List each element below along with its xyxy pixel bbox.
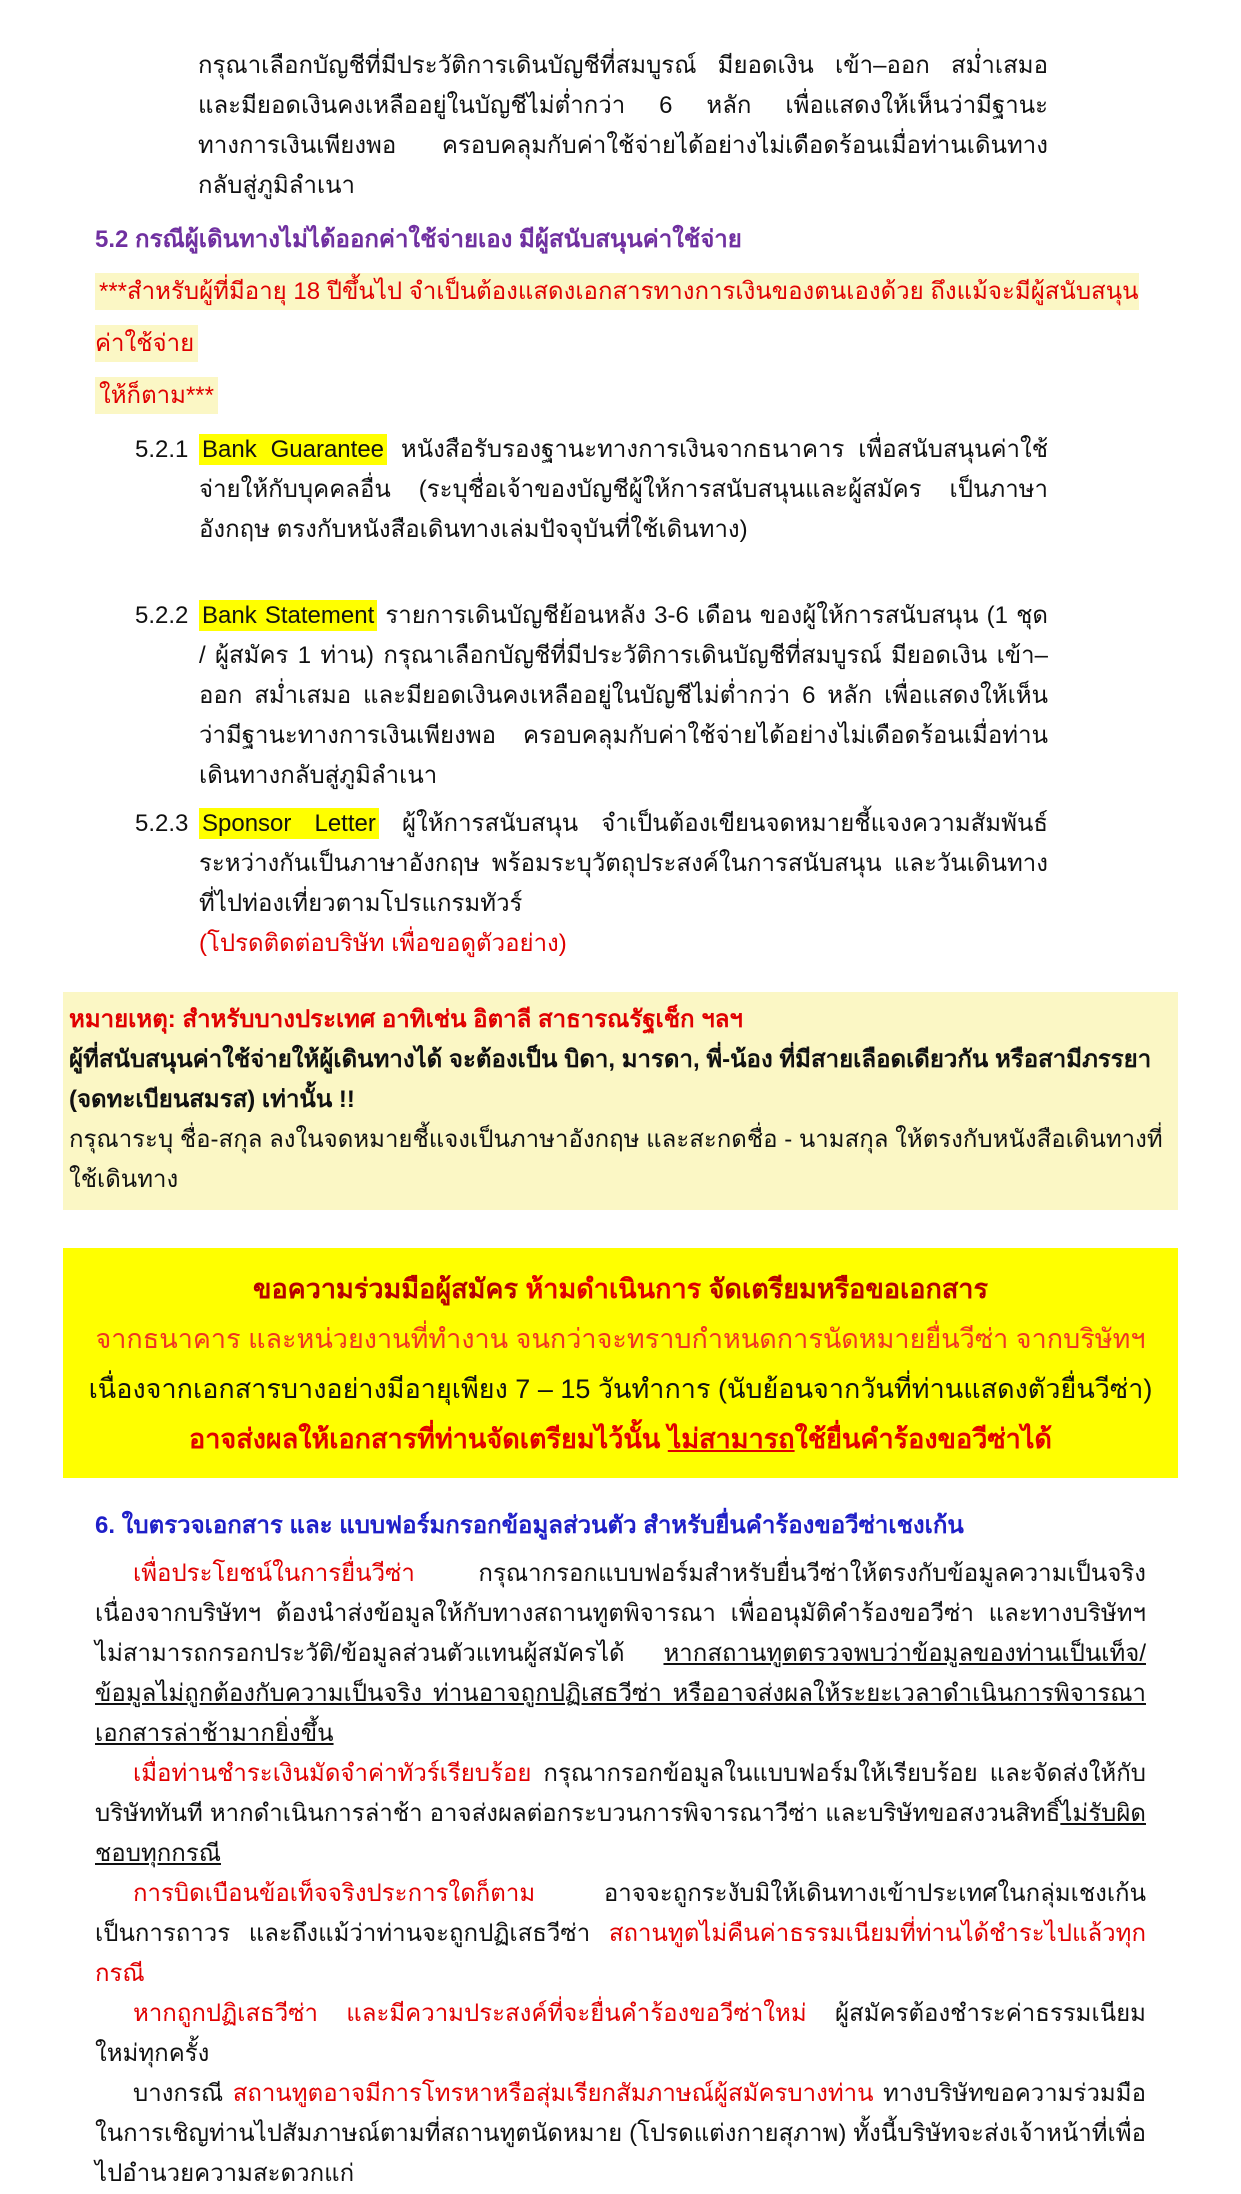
warning-line-4-underlined: ไม่สามารถ [667, 1424, 795, 1454]
contact-company-note: (โปรดติดต่อบริษัท เพื่อขอดูตัวอย่าง) [199, 930, 567, 957]
bank-guarantee-highlight: Bank Guarantee [199, 434, 387, 465]
warning-line-1-start: ขอความร่วมมือผู้สมัคร [253, 1274, 526, 1304]
note-heading: หมายเหตุ: สำหรับบางประเทศ อาทิเช่น อิตาลี สาธารณรัฐเช็ก ฯลฯ [69, 1006, 743, 1033]
age-note-line1: ***สำหรับผู้ที่มีอายุ 18 ปีขึ้นไป จำเป็นต้องแสดงเอกสารทางการเงินของตนเองด้วย ถึงแม้จะมีผู้สนับสนุนค่าใช้จ่าย [95, 273, 1139, 362]
section-6-paragraph-1 [95, 1554, 1146, 1754]
warning-line-1-end: จัดเตรียมหรือขอเอกสาร [701, 1274, 988, 1304]
p5-body-end: ทางบริษัทขอความร่วมมือในการเชิญท่านไปสัมภาษณ์ตามที่สถานทูตนัดหมาย (โปรดแต่งกายสุภาพ) ทั้งนี้บริษัทจะส่งเจ้าหน้าที่เพื่อไปอำนวยความสะดวกแก่ [95, 2080, 1146, 2187]
p3-body: อาจจะถูกระงับมิให้เดินทางเข้าประเทศในกลุ่มเชงเก้นเป็นการถาวร และถึงแม้ว่าท่านจะถูกปฏิเสธวีซ่า [95, 1880, 1146, 1947]
p4-red-lead: หากถูกปฏิเสธวีซ่า และมีความประสงค์ที่จะยื่นคำร้องขอวีซ่าใหม่ [133, 2000, 807, 2027]
p3-red-lead: การบิดเบือนข้อเท็จจริงประการใดก็ตาม [133, 1880, 536, 1907]
warning-line-4-end: ใช้ยื่นคำร้องขอวีซ่าได้ [794, 1424, 1052, 1454]
list-item-text [199, 430, 1048, 550]
age-requirement-note [95, 266, 1146, 422]
note-name-instruction: กรุณาระบุ ชื่อ-สกุล ลงในจดหมายชี้แจงเป็นภาษาอังกฤษ และสะกดชื่อ - นามสกุล ให้ตรงกับหนังสือเดินทางที่ใช้เดินทาง [69, 1126, 1163, 1193]
warning-box [63, 1248, 1178, 1478]
section-6-paragraph-3 [95, 1874, 1146, 1994]
list-item-text [199, 596, 1048, 796]
p1-red-lead: เพื่อประโยชน์ในการยื่นวีซ่า [133, 1560, 415, 1587]
list-item-sponsor-letter [95, 804, 1048, 964]
p1-body: กรุณากรอกแบบฟอร์มสำหรับยื่นวีซ่าให้ตรงกับข้อมูลความเป็นจริง เนื่องจากบริษัทฯ ต้องนำส่งข้อมูลให้กับทางสถานทูตพิจารณา เพื่ออนุมัติคำร้องขอวีซ่า และทางบริษัทฯ ไม่สามารถกรอกประวัติ/ข้อมูลส่วนตัวแทนผู้สมัครได้ [95, 1560, 1146, 1667]
list-item-bank-guarantee [95, 430, 1048, 550]
list-item-body-text: หนังสือรับรองฐานะทางการเงินจากธนาคาร เพื่อสนับสนุนค่าใช้จ่ายให้กับบุคคลอื่น (ระบุชื่อเจ้าของบัญชีผู้ให้การสนับสนุนและผู้สมัคร เป็นภาษาอังกฤษ ตรงกับหนังสือเดินทางเล่มปัจจุบันที่ใช้เดินทาง) [199, 436, 1048, 543]
warning-line-3: เนื่องจากเอกสารบางอย่างมีอายุเพียง 7 – 15 วันทำการ (นับย้อนจากวันที่ท่านแสดงตัวยื่นวีซ่า) [88, 1374, 1153, 1404]
warning-line-1 [87, 1264, 1154, 1314]
bank-statement-highlight: Bank Statement [199, 600, 377, 631]
note-block [63, 992, 1178, 1210]
p2-red-lead: เมื่อท่านชำระเงินมัดจำค่าทัวร์เรียบร้อย [133, 1760, 532, 1787]
warning-line-4 [87, 1414, 1154, 1464]
list-item-number: 5.2.2 [135, 602, 189, 629]
p1-underlined-warning: หากสถานทูตตรวจพบว่าข้อมูลของท่านเป็นเท็จ/ข้อมูลไม่ถูกต้องกับความเป็นจริง ท่านอาจถูกปฏิเสธวีซ่า หรืออาจส่งผลให้ระยะเวลาดำเนินการพิจารณาเอกสารล่าช้ามากยิ่งขึ้น [95, 1640, 1146, 1747]
section-6-paragraph-4 [95, 1994, 1146, 2074]
section-6-paragraph-2 [95, 1754, 1146, 1874]
age-note-line2: ให้ก็ตาม*** [95, 377, 218, 414]
section-5-2-heading: 5.2 กรณีผู้เดินทางไม่ได้ออกค่าใช้จ่ายเอง มีผู้สนับสนุนค่าใช้จ่าย [95, 226, 742, 253]
p5-body-start: บางกรณี [133, 2080, 233, 2107]
sponsor-letter-highlight: Sponsor Letter [199, 808, 379, 839]
p2-body: กรุณากรอกข้อมูลในแบบฟอร์มให้เรียบร้อย และจัดส่งให้กับบริษัททันที หากดำเนินการล่าช้า อาจส่งผลต่อกระบวนการพิจารณาวีซ่า และบริษัทขอสงวนสิทธิ์ [95, 1760, 1146, 1827]
section-6-paragraph-5 [95, 2074, 1146, 2194]
list-item-number: 5.2.1 [135, 436, 189, 463]
list-item-number: 5.2.3 [135, 810, 189, 837]
p3-red-end: สถานทูตไม่คืนค่าธรรมเนียมที่ท่านได้ชำระไปแล้วทุกกรณี [95, 1920, 1146, 1987]
p4-body: ผู้สมัครต้องชำระค่าธรรมเนียมใหม่ทุกครั้ง [95, 2000, 1146, 2067]
warning-line-2: จากธนาคาร และหน่วยงานที่ทำงาน จนกว่าจะทราบกำหนดการนัดหมายยื่นวีซ่า จากบริษัทฯ [95, 1324, 1146, 1354]
list-item-body-text: ผู้ให้การสนับสนุน จำเป็นต้องเขียนจดหมายชี้แจงความสัมพันธ์ระหว่างกันเป็นภาษาอังกฤษ พร้อมระบุวัตถุประสงค์ในการสนับสนุน และวันเดินทางที่ไปท่องเที่ยวตามโปรแกรมทัวร์ [199, 810, 1048, 917]
p5-red-middle: สถานทูตอาจมีการโทรหาหรือสุ่มเรียกสัมภาษณ์ผู้สมัครบางท่าน [232, 2080, 874, 2107]
warning-line-1-emphasis: ห้ามดำเนินการ [525, 1274, 702, 1304]
list-item-text [199, 804, 1048, 964]
p2-underlined-warning: ไม่รับผิดชอบทุกกรณี [95, 1800, 1146, 1867]
list-item-bank-statement [95, 596, 1048, 796]
blank-line [95, 550, 1146, 588]
intro-paragraph: กรุณาเลือกบัญชีที่มีประวัติการเดินบัญชีที่สมบูรณ์ มียอดเงิน เข้า–ออก สม่ำเสมอ และมียอดเงินคงเหลืออยู่ในบัญชีไม่ต่ำกว่า 6 หลัก เพื่อแสดงให้เห็นว่ามีฐานะทางการเงินเพียงพอ ครอบคลุมกับค่าใช้จ่ายได้อย่างไม่เดือดร้อนเมื่อท่านเดินทางกลับสู่ภูมิลำเนา [198, 52, 1048, 199]
warning-line-4-start: อาจส่งผลให้เอกสารที่ท่านจัดเตรียมไว้นั้น [189, 1424, 668, 1454]
section-6-heading: 6. ใบตรวจเอกสาร และ แบบฟอร์มกรอกข้อมูลส่วนตัว สำหรับยื่นคำร้องขอวีซ่าเชงเก้น [95, 1512, 964, 1539]
list-item-body-text: รายการเดินบัญชีย้อนหลัง 3-6 เดือน ของผู้ให้การสนับสนุน (1 ชุด / ผู้สมัคร 1 ท่าน) กรุณาเลือกบัญชีที่มีประวัติการเดินบัญชีที่สมบูรณ์ มียอดเงิน เข้า–ออก สม่ำเสมอ และมียอดเงินคงเหลืออยู่ในบัญชีไม่ต่ำกว่า 6 หลัก เพื่อแสดงให้เห็นว่ามีฐานะทางการเงินเพียงพอ ครอบคลุมกับค่าใช้จ่ายได้อย่างไม่เดือดร้อนเมื่อท่านเดินทางกลับสู่ภูมิลำเนา [199, 602, 1049, 789]
note-sponsor-restriction: ผู้ที่สนับสนุนค่าใช้จ่ายให้ผู้เดินทางได้ จะต้องเป็น บิดา, มารดา, พี่-น้อง ที่มีสายเลือดเดียวกัน หรือสามีภรรยา (จดทะเบียนสมรส) เท่านั้น !! [69, 1046, 1152, 1113]
